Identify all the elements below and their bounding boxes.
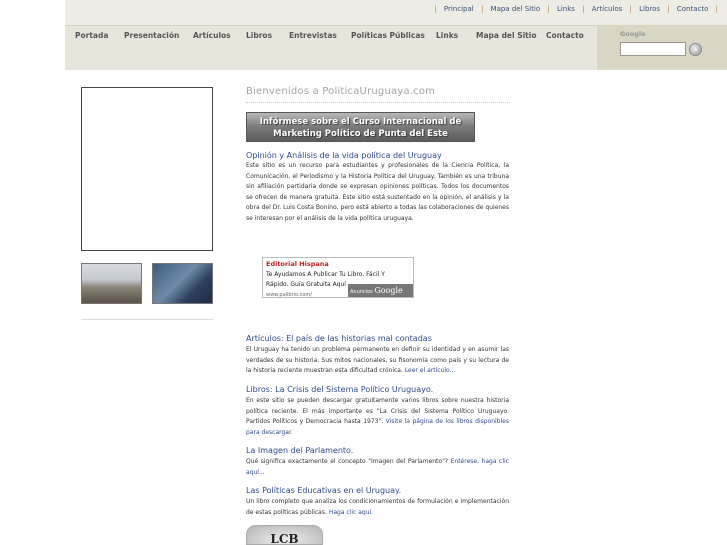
parliament-text: Qué significa exactamente el concepto "Imagen del Parlamento"? [246, 458, 449, 465]
separator: | [667, 5, 670, 13]
parliament-link[interactable]: Entérese, haga clic aquí... [246, 458, 509, 476]
nav-contacto[interactable]: Contacto [546, 31, 584, 40]
nav-mapa-del-sitio[interactable]: Mapa del Sitio [476, 31, 537, 40]
articles-text: El Uruguay ha tenido un problema permanente en definir su identidad y en asumir las verdades de su historia. Sus mitos nacionales, su fisonomía como país y su lectura de la historia reciente muestran esta dificultad crónica. [246, 346, 509, 374]
separator: | [547, 5, 550, 13]
toplink-libros[interactable]: Libros [639, 5, 661, 13]
banner-line-1: Infórmese sobre el Curso Internacional de [259, 117, 462, 127]
dotted-divider [246, 102, 510, 103]
nav-articulos[interactable]: Artículos [193, 31, 231, 40]
articles-title[interactable]: Artículos: El país de las historias mal contadas [246, 334, 432, 343]
lcb-logo[interactable]: LCB [246, 525, 323, 545]
toplink-mapa[interactable]: Mapa del Sitio [490, 5, 541, 13]
education-body [246, 497, 509, 518]
search-go-button[interactable]: » [689, 43, 702, 56]
separator: | [582, 5, 585, 13]
side-divider [81, 319, 213, 320]
articles-body [246, 345, 509, 377]
ads-by-google-badge[interactable] [348, 284, 413, 297]
books-text: En este sitio se pueden descargar gratuitamente varios libros sobre nuestra historia política reciente. El más importante es "La Crisis del Sistema Político Uruguayo. Partidos Políticos y Democracia hasta 1973". [246, 397, 509, 425]
nav-libros[interactable]: Libros [246, 31, 273, 40]
google-ad[interactable] [262, 257, 414, 298]
separator: | [480, 5, 484, 13]
welcome-block [246, 86, 510, 103]
nav-presentacion[interactable]: Presentación [124, 31, 180, 40]
ad-body: Te Ayudamos A Publicar Tu Libro. Fácil Y Rápido. Guía Gratuita Aquí [266, 271, 385, 288]
books-title[interactable]: Libros: La Crisis del Sistema Político Uruguayo. [246, 385, 434, 394]
portrait-thumbnail[interactable] [152, 263, 213, 304]
books-link[interactable]: Visite la página de los libros disponibles para descargar. [246, 418, 509, 436]
toplink-links[interactable]: Links [556, 5, 575, 13]
separator: | [434, 5, 437, 13]
nav-entrevistas[interactable]: Entrevistas [289, 31, 337, 40]
side-image-box [81, 87, 213, 251]
parliament-body [246, 457, 509, 478]
course-banner[interactable] [246, 112, 475, 142]
left-strip [0, 0, 65, 26]
search-label: Google [620, 30, 646, 38]
nav-portada[interactable]: Portada [75, 31, 109, 40]
toplink-articulos[interactable]: Artículos [591, 5, 623, 13]
education-link[interactable]: Haga clic aquí. [328, 508, 374, 516]
nav-links[interactable]: Links [436, 31, 459, 40]
parliament-thumbnail[interactable] [81, 263, 142, 304]
toplink-principal[interactable]: Principal [443, 5, 474, 13]
nav-politicas-publicas[interactable]: Políticas Públicas [351, 31, 425, 40]
books-body [246, 396, 509, 438]
ad-badge-brand: Google [374, 286, 403, 295]
top-links [429, 5, 723, 13]
banner-line-2: Marketing Político de Punta del Este [273, 129, 448, 139]
ad-badge-prefix: Anuncios [350, 289, 373, 295]
welcome-heading: Bienvenidos a PoliticaUruguaya.com [246, 86, 436, 97]
ad-url[interactable]: www.palibrio.com/ [266, 292, 312, 298]
main-nav [65, 31, 597, 45]
education-title[interactable]: Las Políticas Educativas en el Uruguay. [246, 486, 402, 495]
search-input[interactable] [620, 42, 686, 56]
header-topband [65, 0, 727, 26]
education-text: Un libro completo que analiza los condicionamientos de formulación e implementación de estas políticas públicas. [246, 498, 509, 516]
separator: | [715, 5, 718, 13]
intro-title[interactable]: Opinión y Análisis de la vida política del Uruguay [246, 151, 442, 160]
intro-body: Este sitio es un recurso para estudiantes y profesionales de la Ciencia Política, la Comunicación, el Periodismo y la Historia Política del Uruguay. También es una tribuna sin afiliación partidaria donde se expresan opiniones políticas. Todos los documentos se ofrecen de manera gratuita. Este sitio está sustentado en la opinión, el análisis y la obra del Dr. Luis Costa Bonino, pero está abierto a todas las colaboraciones de quienes se interesan por el análisis de la vida política uruguaya. [246, 162, 509, 222]
articles-link[interactable]: Leer el artículo... [404, 367, 456, 374]
toplink-contacto[interactable]: Contacto [676, 5, 709, 13]
ad-title[interactable]: Editorial Hispana [266, 260, 329, 268]
parliament-title[interactable]: La Imagen del Parlamento. [246, 446, 354, 455]
separator: | [629, 5, 632, 13]
